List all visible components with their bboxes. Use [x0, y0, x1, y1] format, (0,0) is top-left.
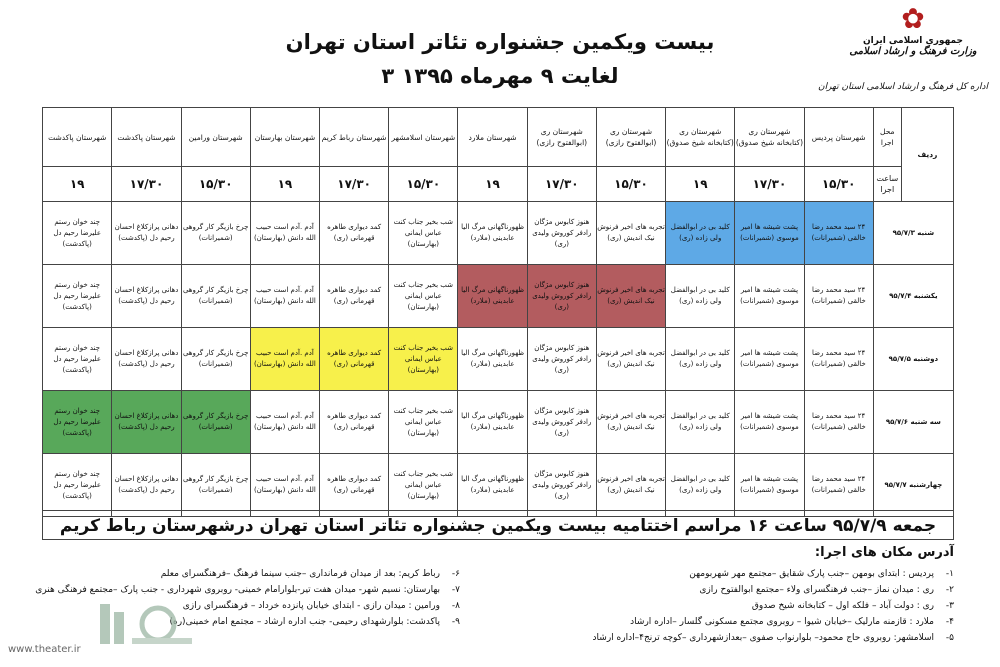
address-number: ۲- [945, 585, 954, 595]
address-item [534, 566, 954, 582]
venue-header-row [43, 108, 954, 167]
performance-cell: چند خوان رستم علیرضا رحیم دل (پاکدشت) [43, 265, 112, 328]
day-row [43, 265, 954, 328]
performance-cell: چرخ بازیگر کار گروهی (شمیرانات) [181, 454, 250, 517]
venue-cell: شهرستان ری (ابوالفتوح رازی) [527, 108, 596, 167]
performance-cell: آدم .آدم است حبیب الله دانش (بهارستان) [250, 328, 319, 391]
performance-cell: پشت شیشه ها امیر موسوی (شمیرانات) [735, 265, 804, 328]
performance-cell: تجربه های اخیر فرنوش نیک اندیش (ری) [596, 328, 665, 391]
performance-cell: کلید بی در ابوالفضل ولی زاده (ری) [666, 391, 735, 454]
performance-cell: چند خوان رستم علیرضا رحیم دل (پاکدشت) [43, 391, 112, 454]
day-row [43, 391, 954, 454]
page-title: بیست ویکمین جشنواره تئاتر استان تهران [285, 30, 715, 54]
address-item [534, 598, 954, 614]
time-cell: ۱۷/۳۰ [320, 167, 389, 202]
performance-cell: آدم .آدم است حبیب الله دانش (بهارستان) [250, 454, 319, 517]
performance-cell: شب بخیر جناب کنت عباس ایمانی (بهارستان) [389, 202, 458, 265]
performance-cell: کمد دیواری طاهره قهرمانی (ری) [320, 391, 389, 454]
address-number: ۸- [451, 601, 460, 611]
venue-cell: شهرستان اسلامشهر [389, 108, 458, 167]
day-label: چهارشنبه ۹۵/۷/۷ [873, 454, 953, 517]
address-number: ۶- [451, 569, 460, 579]
address-item [35, 582, 460, 598]
address-item [534, 614, 954, 630]
day-row [43, 202, 954, 265]
address-number: ۴- [945, 617, 954, 627]
logo-line2: وزارت فرهنگ و ارشاد اسلامی [849, 46, 977, 57]
address-text: رباط کریم: بعد از میدان فرمانداری –جنب سینما فرهنگ –فرهنگسرای معلم [160, 569, 440, 579]
time-cell: ۱۹ [250, 167, 319, 202]
address-number: ۵- [945, 633, 954, 643]
time-cell: ۱۷/۳۰ [735, 167, 804, 202]
performance-cell: پشت شیشه ها امیر موسوی (شمیرانات) [735, 328, 804, 391]
performance-cell: کمد دیواری طاهره قهرمانی (ری) [320, 265, 389, 328]
address-number: ۱- [945, 569, 954, 579]
performance-cell: کمد دیواری طاهره قهرمانی (ری) [320, 328, 389, 391]
address-number: ۳- [945, 601, 954, 611]
performance-cell: کمد دیواری طاهره قهرمانی (ری) [320, 454, 389, 517]
venue-cell: شهرستان بهارستان [250, 108, 319, 167]
performance-cell: دهانی پرازکلاغ احسان رحیم دل (پاکدشت) [112, 391, 181, 454]
performance-cell: چرخ بازیگر کار گروهی (شمیرانات) [181, 391, 250, 454]
performance-cell: آدم .آدم است حبیب الله دانش (بهارستان) [250, 202, 319, 265]
address-text: ورامین : میدان رازی - ابتدای خیابان پانزده خرداد – فرهنگسرای رازی [182, 601, 440, 611]
performance-cell: آدم .آدم است حبیب الله دانش (بهارستان) [250, 265, 319, 328]
venue-label: محل اجرا [873, 108, 901, 167]
address-text: بهارستان: نسیم شهر- میدان هفت تیر-بلوارامام خمینی- روبروی شهرداری - جنب پارک –مجتمع فرهنگی هنری [35, 585, 440, 595]
day-rows [43, 202, 954, 517]
theater-logo-watermark [70, 598, 210, 660]
venue-cell: شهرستان رباط کریم [320, 108, 389, 167]
performance-cell: پشت شیشه ها امیر موسوی (شمیرانات) [735, 454, 804, 517]
performance-cell: ظهورناگهانی مرگ الیا عابدینی (ملارد) [458, 391, 527, 454]
venue-cell: شهرستان ملارد [458, 108, 527, 167]
watermark-url: www.theater.ir [8, 644, 81, 655]
performance-cell: ظهورناگهانی مرگ الیا عابدینی (ملارد) [458, 265, 527, 328]
address-text: پردیس : ابتدای بومهن –جنب پارک شقایق –مجتمع مهر شهربومهن [689, 569, 934, 579]
closing-ceremony-banner: جمعه ۹۵/۷/۹ ساعت ۱۶ مراسم اختتامیه بیست ویکمین جشنواره تئاتر استان تهران درشهرستان رباط کریم [42, 510, 954, 540]
venue-cell: شهرستان پاکدشت [112, 108, 181, 167]
performance-cell: تجربه های اخیر فرنوش نیک اندیش (ری) [596, 265, 665, 328]
venue-cell: شهرستان پردیس [804, 108, 873, 167]
performance-cell: چرخ بازیگر کار گروهی (شمیرانات) [181, 265, 250, 328]
performance-cell: تجربه های اخیر فرنوش نیک اندیش (ری) [596, 454, 665, 517]
address-text: پاکدشت: بلوارشهدای رحیمی- جنب اداره ارشاد – مجتمع امام خمینی(ره) [169, 617, 440, 627]
address-text: اسلامشهر: روبروی حاج محمود– بلوارنواب صفوی –بعدازشهرداری –کوچه ترنج۴–اداره ارشاد [592, 633, 934, 643]
performance-cell: آدم .آدم است حبیب الله دانش (بهارستان) [250, 391, 319, 454]
time-cell: ۱۷/۳۰ [527, 167, 596, 202]
schedule-table [42, 107, 954, 517]
performance-cell: شب بخیر جناب کنت عباس ایمانی (بهارستان) [389, 454, 458, 517]
performance-cell: ۲۴ سید محمد رضا خالقی (شمیرانات) [804, 202, 873, 265]
address-text: ری : میدان نماز –جنب فرهنگسرای ولاء –مجتمع ابوالفتوح رازی [699, 585, 934, 595]
performance-cell: هنوز کابوس مژگان رادفر کوروش ولیدی (ری) [527, 265, 596, 328]
time-cell: ۱۹ [666, 167, 735, 202]
day-label: شنبه ۹۵/۷/۳ [873, 202, 953, 265]
performance-cell: شب بخیر جناب کنت عباس ایمانی (بهارستان) [389, 328, 458, 391]
address-number: ۷- [451, 585, 460, 595]
performance-cell: ۲۴ سید محمد رضا خالقی (شمیرانات) [804, 391, 873, 454]
venue-cell: شهرستان ورامین [181, 108, 250, 167]
performance-cell: ظهورناگهانی مرگ الیا عابدینی (ملارد) [458, 202, 527, 265]
performance-cell: تجربه های اخیر فرنوش نیک اندیش (ری) [596, 391, 665, 454]
address-text: ملارد : قازمنه مارلیک –خیابان شیوا – روبروی مجتمع مسکونی گلسار –اداره ارشاد [630, 617, 934, 627]
day-label: یکشنبه ۹۵/۷/۴ [873, 265, 953, 328]
performance-cell: چند خوان رستم علیرضا رحیم دل (پاکدشت) [43, 328, 112, 391]
performance-cell: هنوز کابوس مژگان رادفر کوروش ولیدی (ری) [527, 202, 596, 265]
venue-cell: شهرستان ری (کتابخانه شیخ صدوق) [666, 108, 735, 167]
performance-cell: شب بخیر جناب کنت عباس ایمانی (بهارستان) [389, 265, 458, 328]
time-row [43, 167, 954, 202]
performance-cell: کلید بی در ابوالفضل ولی زاده (ری) [666, 454, 735, 517]
time-cell: ۱۵/۳۰ [804, 167, 873, 202]
addresses-title: آدرس مکان های اجرا: [814, 545, 954, 560]
performance-cell: چند خوان رستم علیرضا رحیم دل (پاکدشت) [43, 202, 112, 265]
performance-cell: پشت شیشه ها امیر موسوی (شمیرانات) [735, 202, 804, 265]
time-cell: ۱۵/۳۰ [389, 167, 458, 202]
performance-cell: هنوز کابوس مژگان رادفر کوروش ولیدی (ری) [527, 328, 596, 391]
performance-cell: دهانی پرازکلاغ احسان رحیم دل (پاکدشت) [112, 328, 181, 391]
venue-cell: شهرستان ری (ابوالفتوح رازی) [596, 108, 665, 167]
performance-cell: شب بخیر جناب کنت عباس ایمانی (بهارستان) [389, 391, 458, 454]
page-subtitle: ۳ لغایت ۹ مهرماه ۱۳۹۵ [381, 64, 619, 88]
addresses-list-right [534, 566, 954, 646]
logo-line1: جمهوری اسلامی ایران [862, 36, 964, 46]
address-item [534, 582, 954, 598]
performance-cell: چرخ بازیگر کار گروهی (شمیرانات) [181, 328, 250, 391]
performance-cell: ۲۴ سید محمد رضا خالقی (شمیرانات) [804, 328, 873, 391]
performance-cell: پشت شیشه ها امیر موسوی (شمیرانات) [735, 391, 804, 454]
performance-cell: ظهورناگهانی مرگ الیا عابدینی (ملارد) [458, 454, 527, 517]
address-item [534, 630, 954, 646]
time-cell: ۱۹ [43, 167, 112, 202]
emblem-icon: ✿ [901, 2, 925, 35]
venue-cell: شهرستان ری (کتابخانه شیخ صدوق) [735, 108, 804, 167]
row-label: ردیف [901, 108, 953, 202]
address-number: ۹- [451, 617, 460, 627]
day-row [43, 328, 954, 391]
time-cell: ۱۵/۳۰ [596, 167, 665, 202]
day-row [43, 454, 954, 517]
time-cell: ۱۷/۳۰ [112, 167, 181, 202]
address-text: ری : دولت آباد – فلکه اول – کتابخانه شیخ صدوق [751, 601, 934, 611]
venue-cell: شهرستان پاکدشت [43, 108, 112, 167]
performance-cell: هنوز کابوس مژگان رادفر کوروش ولیدی (ری) [527, 454, 596, 517]
day-label: دوشنبه ۹۵/۷/۵ [873, 328, 953, 391]
time-label: ساعت اجرا [873, 167, 901, 202]
time-cell: ۱۵/۳۰ [181, 167, 250, 202]
performance-cell: تجربه های اخیر فرنوش نیک اندیش (ری) [596, 202, 665, 265]
performance-cell: دهانی پرازکلاغ احسان رحیم دل (پاکدشت) [112, 265, 181, 328]
performance-cell: کمد دیواری طاهره قهرمانی (ری) [320, 202, 389, 265]
logo-line3: اداره کل فرهنگ و ارشاد اسلامی استان تهران [817, 82, 988, 92]
time-cell: ۱۹ [458, 167, 527, 202]
performance-cell: کلید بی در ابوالفضل ولی زاده (ری) [666, 265, 735, 328]
performance-cell: کلید بی در ابوالفضل ولی زاده (ری) [666, 328, 735, 391]
day-label: سه شنبه ۹۵/۷/۶ [873, 391, 953, 454]
performance-cell: چرخ بازیگر کار گروهی (شمیرانات) [181, 202, 250, 265]
performance-cell: دهانی پرازکلاغ احسان رحیم دل (پاکدشت) [112, 202, 181, 265]
performance-cell: چند خوان رستم علیرضا رحیم دل (پاکدشت) [43, 454, 112, 517]
address-item [60, 566, 460, 582]
performance-cell: کلید بی در ابوالفضل ولی زاده (ری) [666, 202, 735, 265]
performance-cell: ظهورناگهانی مرگ الیا عابدینی (ملارد) [458, 328, 527, 391]
performance-cell: ۲۴ سید محمد رضا خالقی (شمیرانات) [804, 265, 873, 328]
performance-cell: دهانی پرازکلاغ احسان رحیم دل (پاکدشت) [112, 454, 181, 517]
performance-cell: هنوز کابوس مژگان رادفر کوروش ولیدی (ری) [527, 391, 596, 454]
performance-cell: ۲۴ سید محمد رضا خالقی (شمیرانات) [804, 454, 873, 517]
